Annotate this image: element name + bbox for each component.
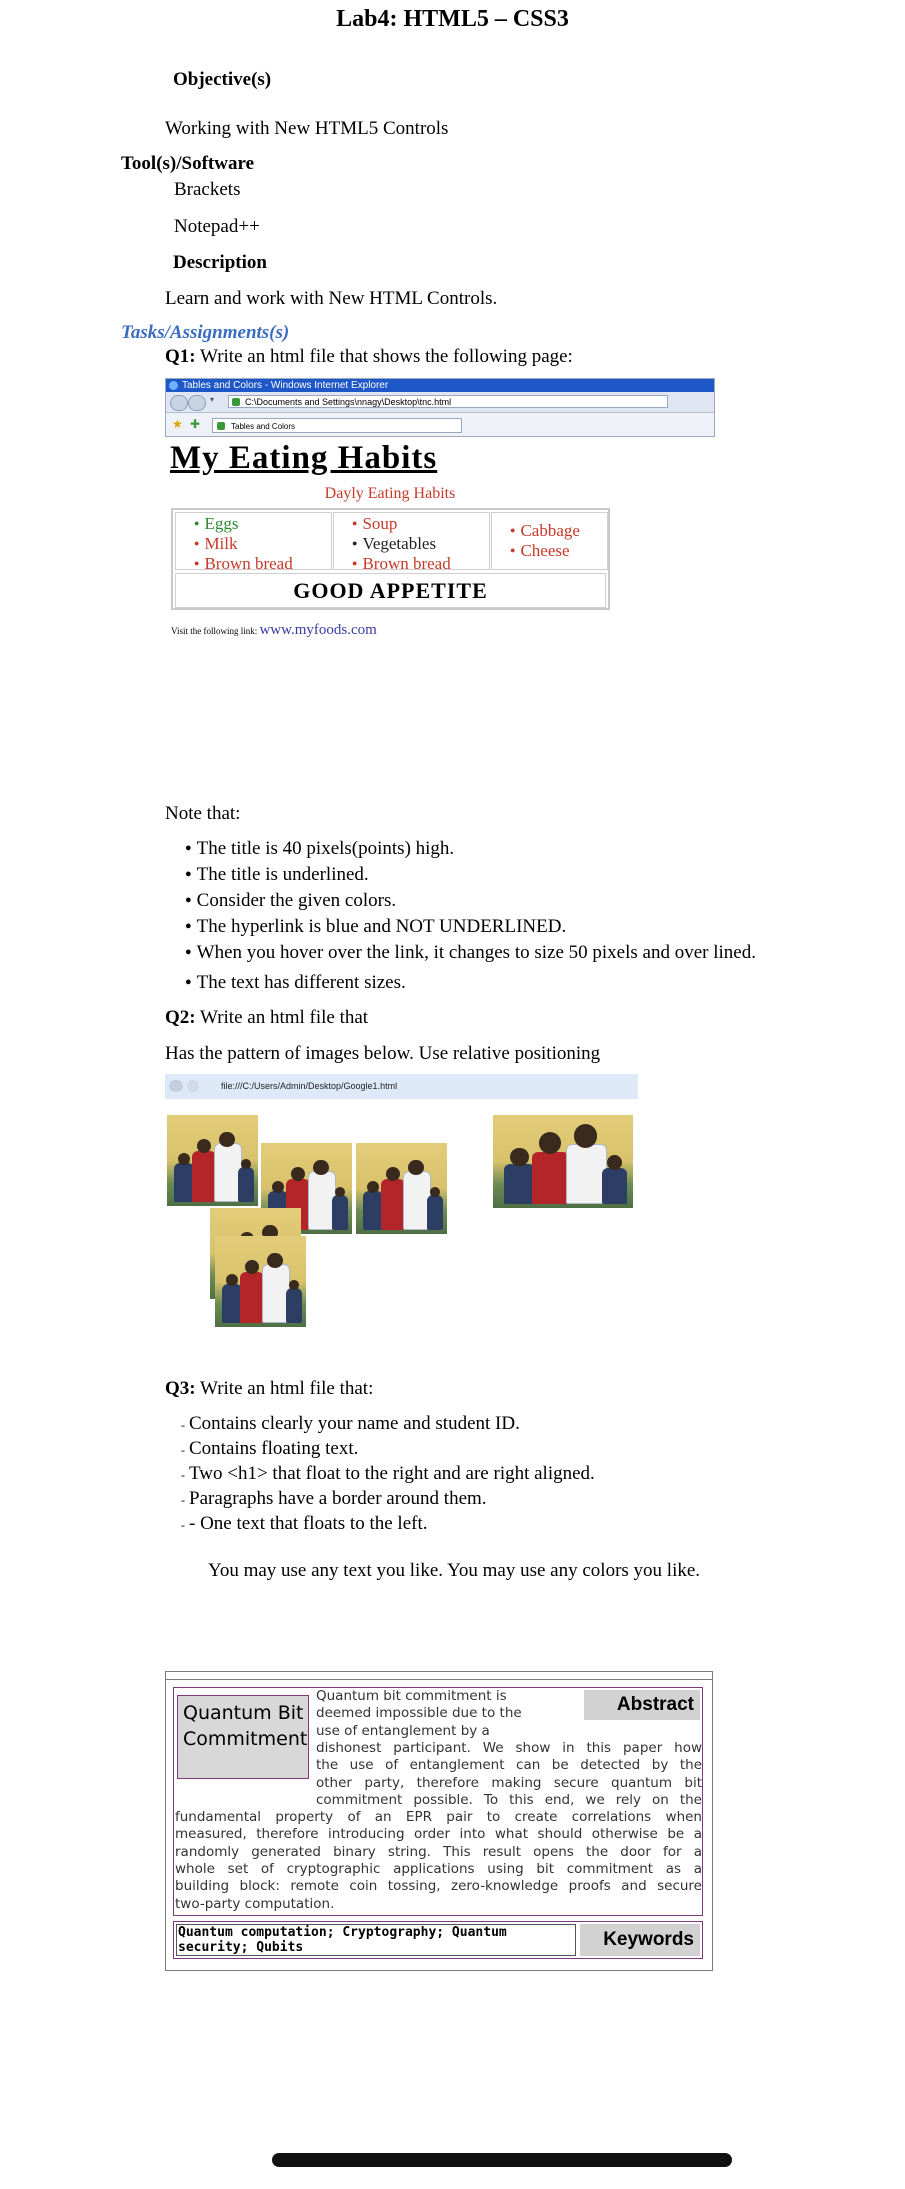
abstract-line: Quantum bit commitment is [316, 1688, 507, 1704]
abstract-line: dishonest participant. We show in this paper how [316, 1739, 702, 1756]
q2-sub: Has the pattern of images below. Use relative positioning [165, 1043, 601, 1064]
list-item: ● Cheese [510, 541, 570, 560]
document-title: Lab4: HTML5 – CSS3 [336, 6, 569, 32]
tool-item: Brackets [174, 179, 241, 200]
page-icon [232, 398, 240, 406]
list-item: ● Brown bread [194, 554, 293, 573]
back-icon [170, 395, 188, 411]
myfoods-link[interactable]: www.myfoods.com [259, 622, 377, 638]
q1-line [165, 345, 573, 368]
good-appetite-footer: GOOD APPETITE [175, 573, 606, 608]
table-cell [175, 512, 332, 573]
q3-label: Q3: [165, 1378, 196, 1399]
visit-text: Visit the following link: [171, 626, 260, 636]
ie-window-title: Tables and Colors - Windows Internet Explorer [182, 380, 389, 391]
visit-line [171, 622, 377, 639]
ie-browser-chrome [165, 378, 715, 437]
abstract-line: building block: remote coin tossing, zero-knowledge proofs and secure [175, 1878, 702, 1895]
abstract-line: commitment possible. To this end, we rely on the [316, 1791, 702, 1808]
quantum-screenshot [165, 1671, 713, 1971]
abstract-paragraph-box [173, 1687, 703, 1916]
list-item: ● Eggs [194, 514, 239, 533]
q2-line [165, 1006, 368, 1029]
family-photo [356, 1143, 447, 1234]
list-item: ● The title is 40 pixels(points) high. [185, 838, 455, 859]
tools-heading: Tool(s)/Software [121, 153, 254, 174]
window-top-edge [166, 1672, 712, 1680]
note-heading: Note that: [165, 803, 241, 824]
description-heading: Description [173, 252, 267, 273]
abstract-heading: Abstract [584, 1690, 700, 1720]
browser-chrome [165, 1074, 638, 1099]
family-photo [215, 1236, 306, 1327]
description-text: Learn and work with New HTML Controls. [165, 288, 498, 309]
family-photo [493, 1115, 633, 1208]
q3-note: You may use any text you like. You may use any colors you like. [208, 1560, 701, 1581]
ie-url-text: C:\Documents and Settings\nnagy\Desktop\tnc.html [245, 397, 452, 407]
keywords-text: Quantum computation; Cryptography; Quantum security; Qubits [176, 1924, 576, 1956]
tool-item: Notepad++ [174, 216, 260, 237]
q3-list [181, 1412, 595, 1537]
list-item: ● The text has different sizes. [185, 972, 406, 993]
q2-text: Write an html file that [195, 1007, 369, 1028]
ie-tab-row [166, 413, 714, 435]
url-text: file:///C:/Users/Admin/Desktop/Google1.html [221, 1081, 398, 1091]
favorites-star-icon: ★ [172, 417, 183, 431]
q2-label: Q2: [165, 1007, 196, 1028]
forward-icon [187, 1080, 199, 1092]
objective-text: Working with New HTML5 Controls [165, 118, 449, 139]
family-photo [167, 1115, 258, 1206]
ie-title-bar [166, 379, 714, 392]
abstract-line: measured, therefore introducing order into what should otherwise be a [175, 1826, 702, 1843]
list-item: ● Vegetables [352, 534, 437, 553]
eating-habits-subtitle: Dayly Eating Habits [324, 485, 456, 502]
q3-text: Write an html file that: [195, 1378, 374, 1399]
list-item: ● Milk [194, 534, 238, 553]
abstract-line: use of entanglement by a [316, 1722, 490, 1739]
ie-url-field [228, 395, 668, 408]
list-item: - - One text that floats to the left. [181, 1513, 428, 1534]
list-item: ● The title is underlined. [185, 864, 369, 885]
list-item: - Contains floating text. [181, 1438, 359, 1459]
ie-tab [212, 418, 462, 433]
q3-line [165, 1377, 373, 1400]
list-item: ● Brown bread [352, 554, 451, 573]
abstract-line: the use of entanglement can be detected by the [316, 1757, 702, 1774]
eating-habits-table [171, 508, 610, 610]
list-item: ● Cabbage [510, 521, 580, 540]
list-item: ● Soup [352, 514, 398, 533]
back-icon [169, 1080, 183, 1092]
notes-list [185, 837, 756, 997]
eating-habits-title: My Eating Habits [170, 440, 438, 476]
abstract-line: two-party computation. [175, 1895, 335, 1912]
table-cell [491, 512, 608, 570]
ie-address-row [166, 392, 714, 413]
quantum-title-box: Quantum Bit Commitment [177, 1695, 309, 1779]
list-item: ● When you hover over the link, it changes to size 50 pixels and over lined. [185, 942, 756, 963]
list-item: ● The hyperlink is blue and NOT UNDERLINED. [185, 916, 567, 937]
abstract-line: other party, therefore making secure quantum bit [316, 1774, 702, 1791]
abstract-line: deemed impossible due to the [316, 1705, 522, 1722]
ie-tab-label: Tables and Colors [231, 422, 296, 431]
tasks-heading: Tasks/Assignments(s) [121, 322, 290, 343]
list-item: - Two <h1> that float to the right and are right aligned. [181, 1463, 595, 1484]
table-cell [333, 512, 490, 573]
list-item: - Contains clearly your name and student ID. [181, 1413, 520, 1434]
list-item: ● Consider the given colors. [185, 890, 397, 911]
abstract-line: fundamental property of an EPR pair to create correlations when [175, 1809, 702, 1826]
q1-text: Write an html file that shows the following page: [195, 346, 573, 367]
keywords-box [173, 1921, 703, 1959]
add-favorites-icon: ✚ [190, 417, 201, 431]
forward-icon [188, 395, 206, 411]
chevron-down-icon: ▾ [210, 395, 215, 404]
q1-label: Q1: [165, 346, 196, 367]
abstract-line: whole set of cryptographic applications using bit commitment as a [175, 1861, 702, 1877]
objectives-heading: Objective(s) [173, 69, 272, 90]
home-indicator [272, 2153, 732, 2167]
page-icon [217, 422, 225, 430]
abstract-line: randomly generated binary string. This result opens the door for a [175, 1843, 702, 1860]
list-item: - Paragraphs have a border around them. [181, 1488, 487, 1509]
keywords-heading: Keywords [580, 1924, 700, 1956]
ie-logo-icon [169, 381, 178, 390]
